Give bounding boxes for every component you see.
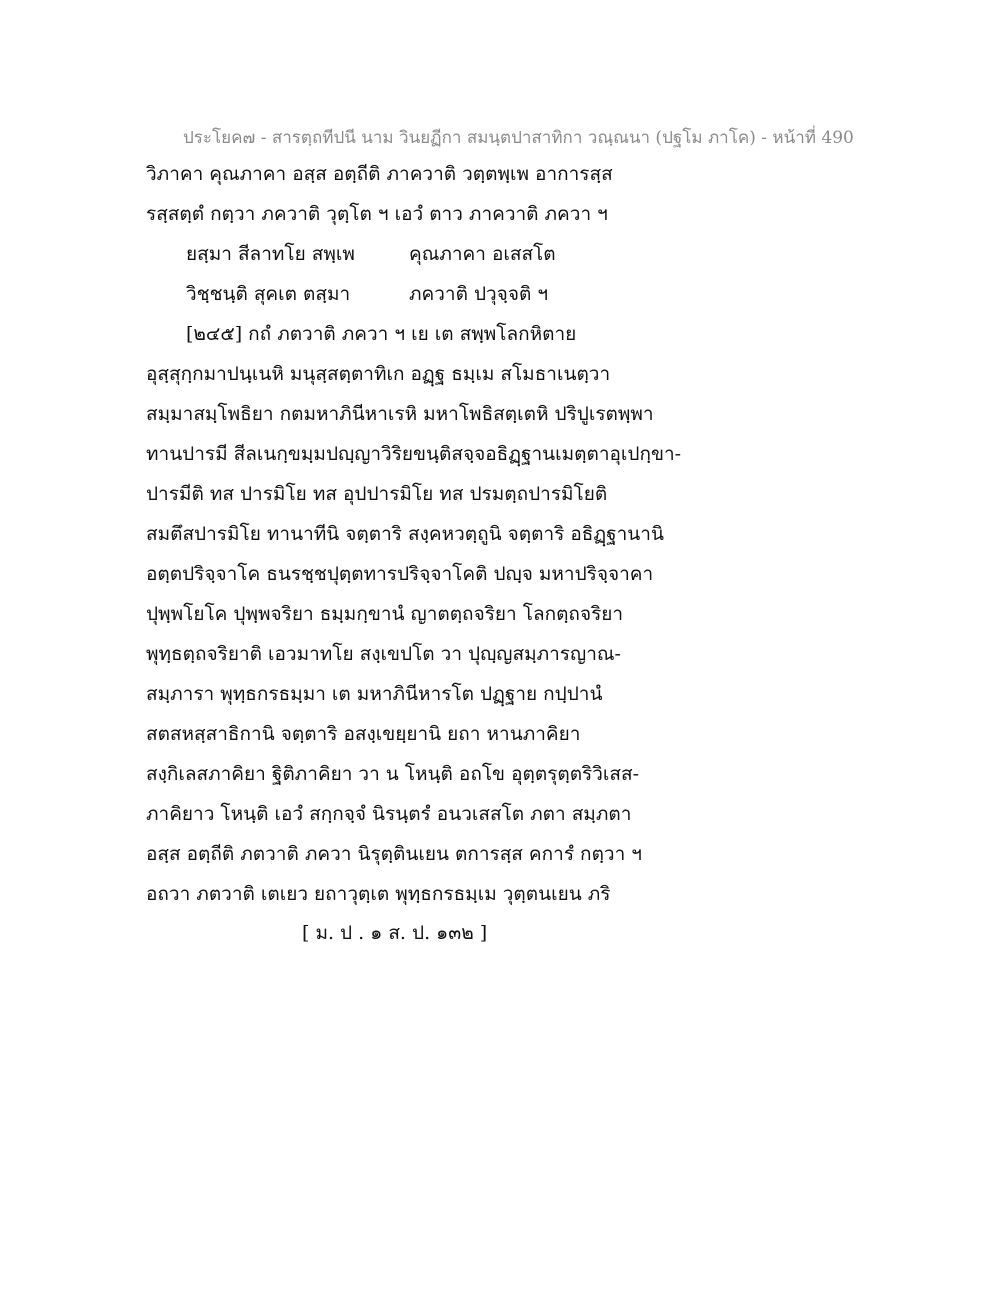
page-header: ประโยค๗ - สารตฺถทีปนี นาม วินยฏีกา สมนฺตปาสาทิกา วณฺณนา (ปฐโม ภาโค) - หน้าที่ 490 xyxy=(183,128,854,148)
verse-line-1a: ยสฺมา สีลาทโย สพฺเพ xyxy=(186,243,355,265)
text-line: สมฺมาสมฺโพธิยา กตมหาภินีหาเรหิ มหาโพธิสตฺเตหิ ปริปูเรตพฺพา xyxy=(146,403,654,425)
text-line: อสฺส อตฺถีติ ภตวาติ ภควา นิรุตฺตินเยน ตการสฺส คการํ กตฺวา ฯ xyxy=(146,843,642,865)
text-line: อถวา ภตวาติ เตเยว ยถาวุตฺเต พุทฺธกรธมฺเม วุตฺตนเยน ภริ xyxy=(146,883,611,905)
text-line: ปุพฺพโยโค ปุพฺพจริยา ธมฺมกฺขานํ ญาตตฺถจริยา โลกตฺถจริยา xyxy=(146,603,624,625)
text-line: วิภาคา คุณภาคา อสฺส อตฺถีติ ภาควาติ วตฺตพฺเพ อาการสฺส xyxy=(146,163,613,185)
text-line: ทานปารมี สีลเนกฺขมฺมปญฺญาวิริยขนฺติสจฺจอธิฏฺฐานเมตฺตาอุเปกฺขา- xyxy=(146,443,682,465)
verse-line-2b: ภควาติ ปวุจฺจติ ฯ xyxy=(409,283,548,305)
citation-reference: [ ม. ป . ๑ ส. ป. ๑๓๒ ] xyxy=(302,922,488,944)
verse-line-2a: วิชฺชนฺติ สุคเต ตสฺมา xyxy=(186,283,351,305)
text-line: สงฺกิเลสภาคิยา ฐิติภาคิยา วา น โหนฺติ อถโข อุตฺตรุตฺตริวิเสส- xyxy=(146,763,640,785)
text-line: สมตึสปารมิโย ทานาทีนิ จตฺตาริ สงฺคหวตฺถูนิ จตฺตาริ อธิฏฺฐานานิ xyxy=(146,523,664,545)
verse-line-1b: คุณภาคา อเสสโต xyxy=(409,243,556,265)
text-line: สตสหสฺสาธิกานิ จตฺตาริ อสงฺเขยฺยานิ ยถา หานภาคิยา xyxy=(146,723,581,745)
text-line: อตฺตปริจฺจาโค ธนรชฺชปุตฺตทารปริจฺจาโคติ ปญฺจ มหาปริจฺจาคา xyxy=(146,563,654,585)
text-line: ภาคิยาว โหนฺติ เอวํ สกฺกจฺจํ นิรนฺตรํ อนวเสสโต ภตา สมฺภตา xyxy=(146,803,632,825)
text-line: พุทฺธตฺถจริยาติ เอวมาทโย สงฺเขปโต วา ปุญฺญสมฺภารญาณ- xyxy=(146,643,621,665)
text-line: ปารมีติ ทส ปารมิโย ทส อุปปารมิโย ทส ปรมตฺถปารมิโยติ xyxy=(146,483,608,505)
text-line: รสฺสตฺตํ กตฺวา ภควาติ วุตฺโต ฯ เอวํ ตาว ภาควาติ ภควา ฯ xyxy=(146,203,608,225)
text-line: อุสฺสุกฺกมาปนฺเนหิ มนุสฺสตฺตาทิเก อฏฺฐ ธมฺเม สโมธาเนตฺวา xyxy=(146,363,611,385)
text-line: สมฺภารา พุทฺธกรธมฺมา เต มหาภินีหารโต ปฏฺฐาย กปฺปานํ xyxy=(146,683,603,705)
text-line: [๒๔๕] กถํ ภตวาติ ภควา ฯ เย เต สพฺพโลกหิตาย xyxy=(186,323,577,345)
